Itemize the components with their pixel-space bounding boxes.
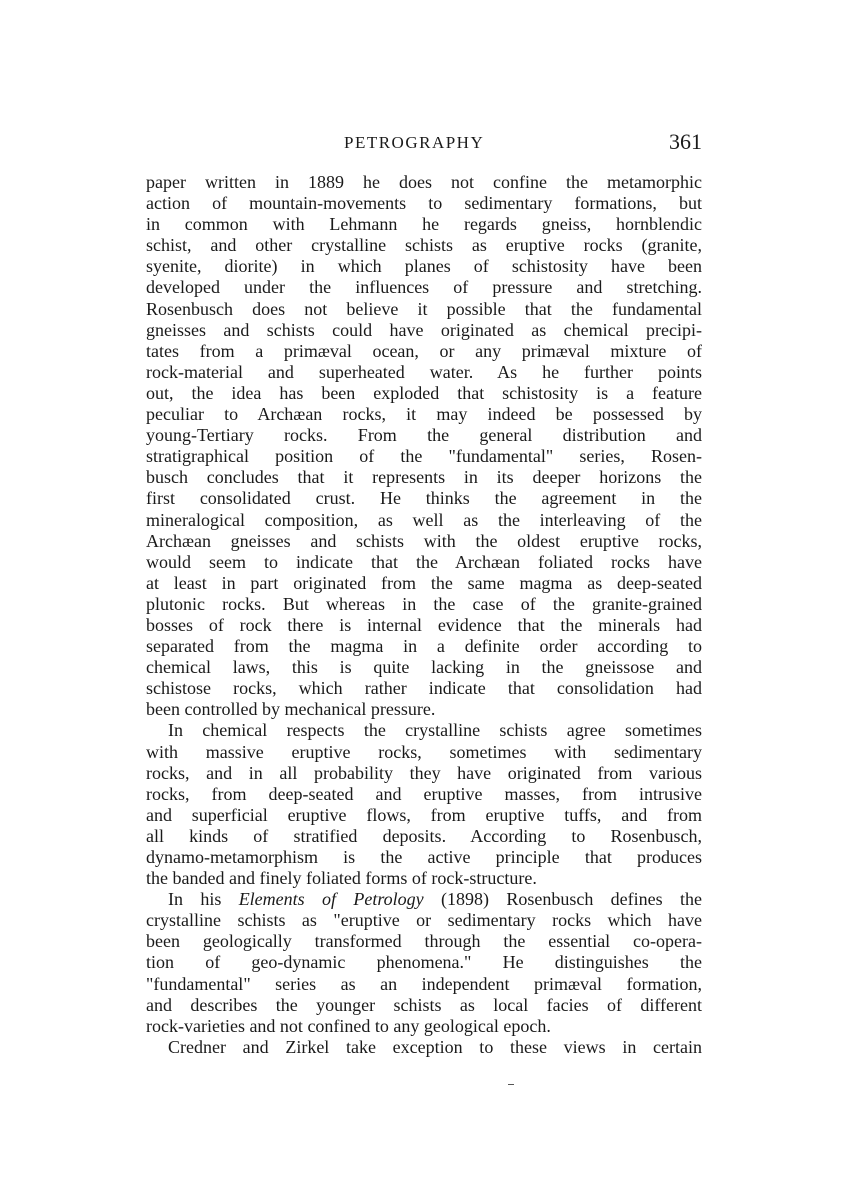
- text-line: peculiar to Archæan rocks, it may indeed be possessed by: [146, 404, 702, 425]
- text-line: in common with Lehmann he regards gneiss, hornblendic: [146, 214, 702, 235]
- text-line: paper written in 1889 he does not confine the metamorphic: [146, 172, 702, 192]
- text-line: first consolidated crust. He thinks the agreement in the: [146, 488, 702, 509]
- text-line: developed under the influences of pressure and stretching.: [146, 277, 702, 298]
- text-line: out, the idea has been exploded that schistosity is a feature: [146, 382, 702, 403]
- text-line: crystalline schists as "eruptive or sedimentary rocks which have: [146, 910, 702, 931]
- body-text: [146, 172, 702, 1058]
- book-page: [146, 0, 702, 1200]
- text-line: all kinds of stratified deposits. According to Rosenbusch,: [146, 825, 702, 846]
- text-line: Rosenbusch does not believe it possible that the fundamental: [146, 298, 702, 319]
- text-line: mineralogical composition, as well as the interleaving of the: [146, 509, 702, 530]
- text-line: action of mountain-movements to sedimentary formations, but: [146, 193, 702, 214]
- text-line: Archæan gneisses and schists with the oldest eruptive rocks,: [146, 530, 702, 551]
- text-line: rocks, from deep-seated and eruptive masses, from intrusive: [146, 783, 702, 804]
- text-line: syenite, diorite) in which planes of schistosity have been: [146, 256, 702, 277]
- text-line: bosses of rock there is internal evidence that the minerals had: [146, 614, 702, 635]
- text-line: chemical laws, this is quite lacking in the gneissose and: [146, 657, 702, 678]
- text-line: busch concludes that it represents in its deeper horizons the: [146, 467, 702, 488]
- text-line: at least in part originated from the same magma as deep-seated: [146, 572, 702, 593]
- text-line: schist, and other crystalline schists as eruptive rocks (granite,: [146, 235, 702, 256]
- running-title: PETROGRAPHY: [344, 133, 485, 152]
- text-line: dynamo-metamorphism is the active principle that produces: [146, 847, 702, 867]
- running-head: [146, 130, 702, 156]
- text-line: rocks, and in all probability they have originated from various: [146, 762, 702, 783]
- text-line: the banded and finely foliated forms of rock-structure.: [146, 868, 537, 889]
- text-line: tion of geo-dynamic phenomena." He distinguishes the: [146, 952, 702, 973]
- text-line: "fundamental" series as an independent primæval formation,: [146, 973, 702, 994]
- text-line: young-Tertiary rocks. From the general distribution and: [146, 425, 702, 446]
- text-span: In his: [168, 889, 239, 910]
- text-line: separated from the magma in a definite order according to: [146, 636, 702, 657]
- text-line: gneisses and schists could have originated as chemical precipi-: [146, 319, 702, 340]
- text-line: rock-material and superheated water. As he further points: [146, 361, 702, 382]
- text-line: [146, 889, 702, 910]
- text-line: been controlled by mechanical pressure.: [146, 699, 436, 720]
- text-line: schistose rocks, which rather indicate that consolidation had: [146, 678, 702, 699]
- text-line: been geologically transformed through the essential co-opera-: [146, 931, 702, 952]
- text-line: rock-varieties and not confined to any geological epoch.: [146, 1015, 551, 1036]
- text-line: would seem to indicate that the Archæan foliated rocks have: [146, 551, 702, 572]
- text-line: and describes the younger schists as local facies of different: [146, 994, 702, 1015]
- page-number: 361: [669, 129, 702, 154]
- text-span: (1898) Rosenbusch defines the: [423, 889, 702, 910]
- text-line: Credner and Zirkel take exception to these views in certain: [168, 1036, 702, 1057]
- text-line: plutonic rocks. But whereas in the case of the granite-grained: [146, 593, 702, 614]
- footer-mark: [508, 1084, 514, 1085]
- text-line: tates from a primæval ocean, or any primæval mixture of: [146, 340, 702, 361]
- text-line: In chemical respects the crystalline schists agree sometimes: [168, 720, 702, 741]
- text-line: and superficial eruptive flows, from eruptive tuffs, and from: [146, 804, 702, 825]
- text-line: stratigraphical position of the "fundamental" series, Rosen-: [146, 446, 702, 467]
- book-title-italic: Elements of Petrology: [238, 889, 424, 910]
- text-line: with massive eruptive rocks, sometimes with sedimentary: [146, 741, 702, 762]
